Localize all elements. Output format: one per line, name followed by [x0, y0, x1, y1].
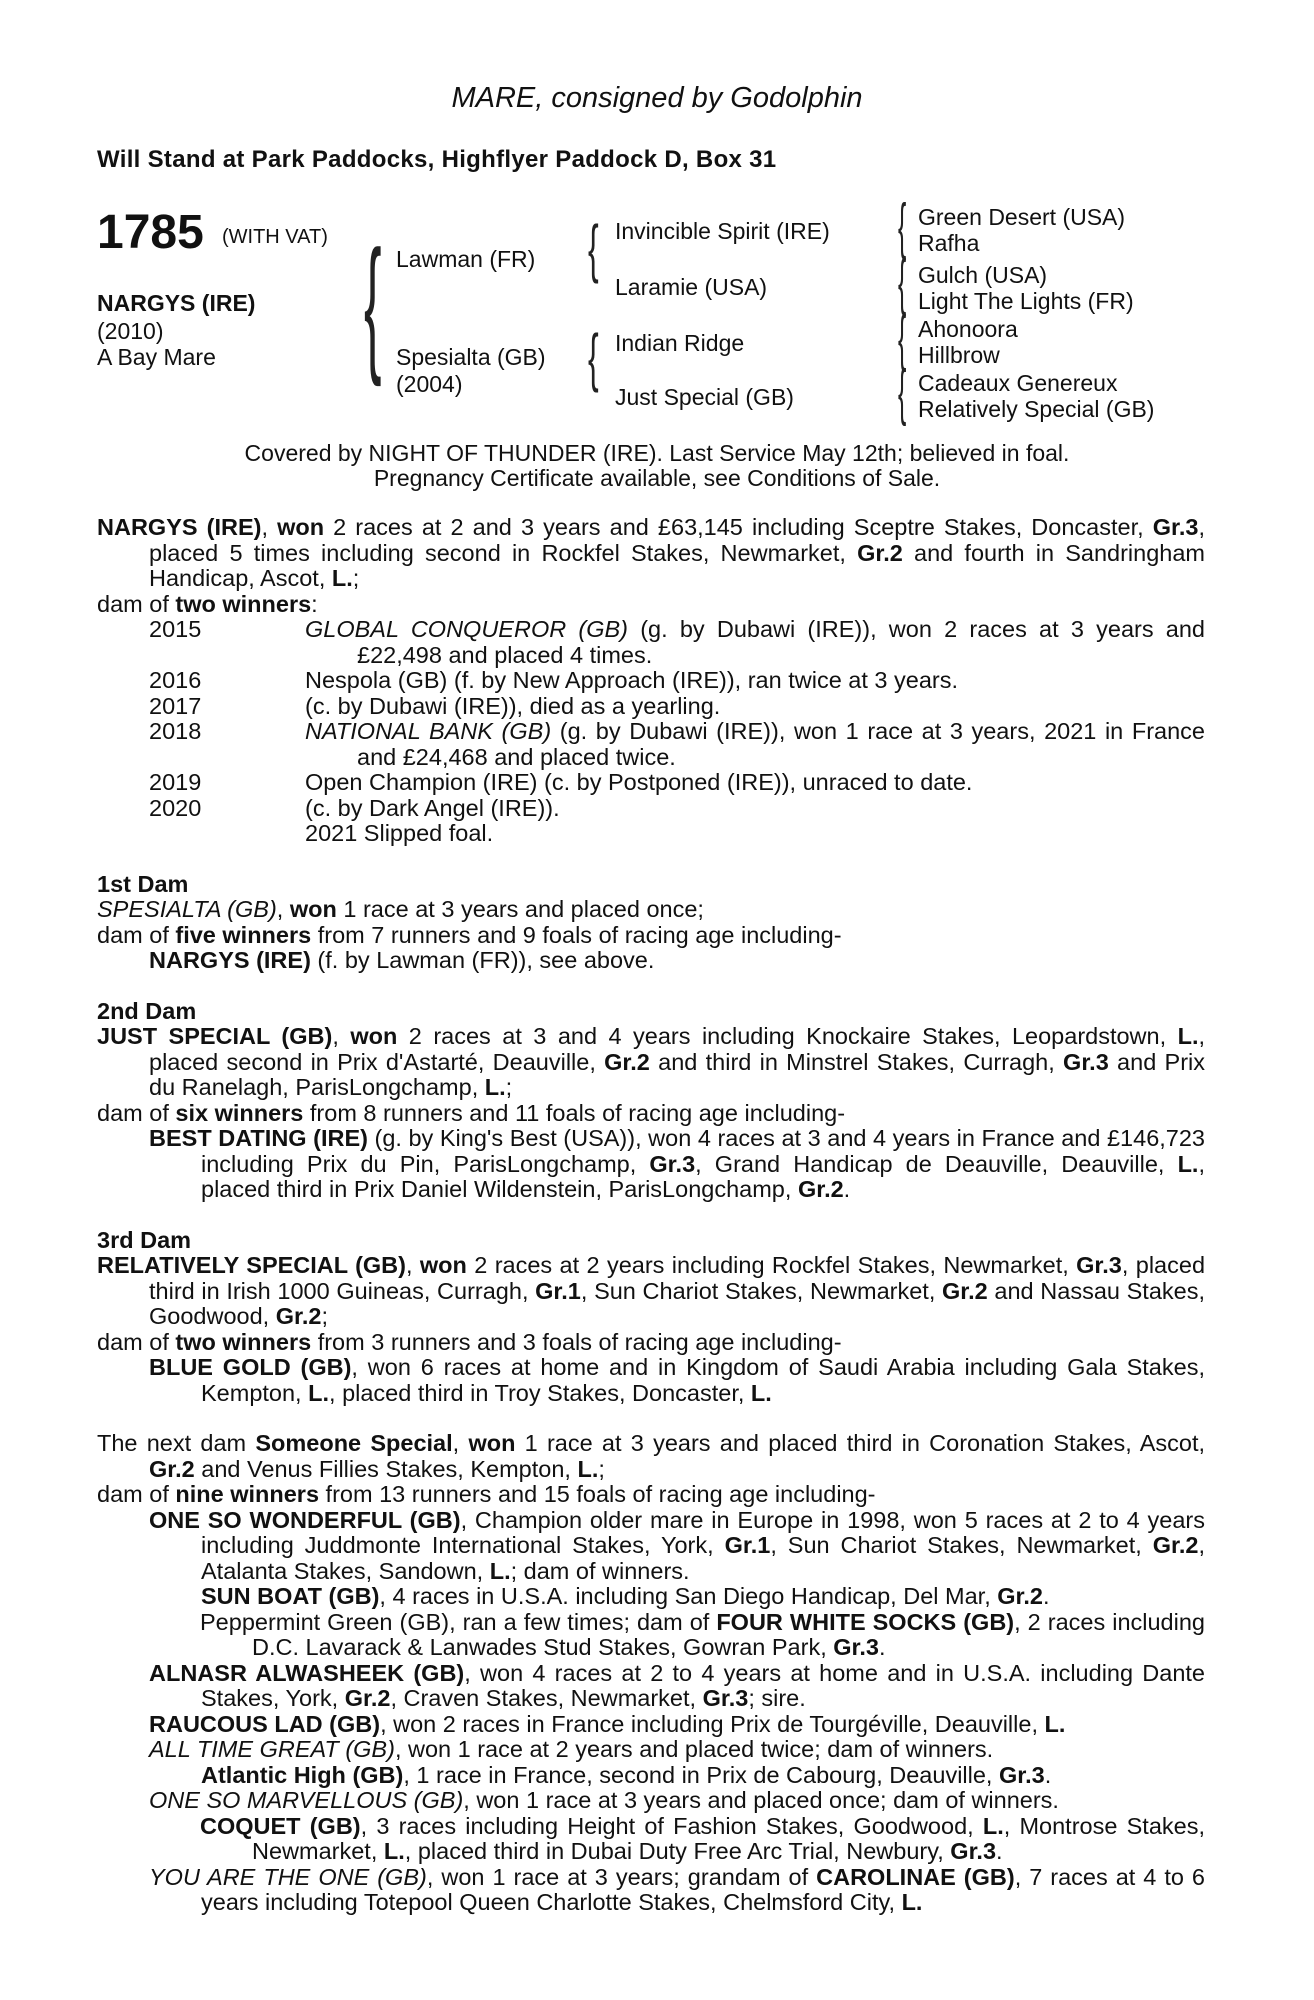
produce-all-time-great: ALL TIME GREAT (GB), won 1 race at 2 years and placed twice; dam of winners. [149, 1736, 994, 1762]
pedigree-brace-sire: { [588, 212, 599, 284]
second-dam-record: JUST SPECIAL (GB), won 2 races at 3 and 4 years including Knockaire Stakes, Leopardstown, L., placed second in Prix d'Astarté, Deauville, Gr.2 and third in Minstrel Stakes, Curragh, Gr.3 and Prix du Ranelagh, ParisLongchamp, L.; [97, 1023, 1206, 1100]
second-dam-heading: 2nd Dam [97, 997, 197, 1024]
produce-record: NARGYS (IRE), won 2 races at 2 and 3 years and £63,145 including Sceptre Stakes, Doncaster, Gr.3, placed 5 times including second in Rockfel Stakes, Newmarket, Gr.2 and fourth in Sandringham Handicap, Ascot, L.; [97, 514, 1205, 591]
foal-row: 2016 Nespola (GB) (f. by New Approach (IRE)), ran twice at 3 years. [149, 667, 959, 693]
produce-one-so-marvellous: ONE SO MARVELLOUS (GB), won 1 race at 3 years and placed once; dam of winners. [149, 1787, 1059, 1813]
pedigree-dam-sire: Indian Ridge [615, 330, 745, 356]
pedigree-dam-year: (2004) [396, 371, 463, 397]
vat-note: (WITH VAT) [222, 226, 328, 248]
produce-raucous-lad: RAUCOUS LAD (GB), won 2 races in France including Prix de Tourgéville, Deauville, L. [149, 1710, 1066, 1737]
foal-row: 2018 NATIONAL BANK (GB) (g. by Dubawi (IRE)), won 1 race at 3 years, 2021 in France and £24,468 and placed twice. [149, 718, 1205, 770]
stand-location: Will Stand at Park Paddocks, Highflyer Paddock D, Box 31 [97, 146, 777, 173]
pedigree-sire-sire: Invincible Spirit (IRE) [615, 218, 830, 244]
pedigree-dam-dam: Just Special (GB) [615, 384, 794, 410]
pedigree-g8: Relatively Special (GB) [918, 396, 1155, 422]
lot-number: 1785 [97, 206, 204, 259]
third-dam-record: RELATIVELY SPECIAL (GB), won 2 races at 2 years including Rockfel Stakes, Newmarket, Gr.3, placed third in Irish 1000 Guineas, Curragh, Gr.1, Sun Chariot Stakes, Newmarket, Gr.2 and Nassau Stakes, Goodwood, Gr.2; [97, 1252, 1206, 1329]
pedigree-brace-g3: { [898, 304, 907, 373]
pedigree-g3: Gulch (USA) [918, 262, 1048, 288]
foal-row: 2015 GLOBAL CONQUEROR (GB) (g. by Dubawi (IRE)), won 2 races at 3 years and £22,498 and placed 4 times. [149, 616, 1205, 668]
pedigree-brace-dam: { [588, 321, 599, 393]
horse-year: (2010) [97, 318, 164, 344]
pedigree-brace-g1: { [898, 192, 907, 261]
first-dam-record: SPESIALTA (GB), won 1 race at 3 years and placed once; [97, 896, 704, 922]
next-dam-produce: dam of nine winners from 13 runners and 15 foals of racing age including- [97, 1481, 876, 1507]
produce-one-so-wonderful: ONE SO WONDERFUL (GB), Champion older mare in Europe in 1998, won 5 races at 2 to 4 years including Juddmonte International Stakes, York, Gr.1, Sun Chariot Stakes, Newmarket, Gr.2, Atalanta Stakes, Sandown, L.; dam of winners. [149, 1506, 1205, 1584]
pedigree-g5: Ahonoora [918, 316, 1018, 342]
produce-you-are-the-one: YOU ARE THE ONE (GB), won 1 race at 3 years; grandam of CAROLINAE (GB), 7 races at 4 to 6 years including Totepool Queen Charlotte Stakes, Chelmsford City, L. [149, 1863, 1205, 1915]
foal-row: 2017 (c. by Dubawi (IRE)), died as a yearling. [149, 692, 721, 719]
third-dam-child: BLUE GOLD (GB), won 6 races at home and in Kingdom of Saudi Arabia including Gala Stakes, Kempton, L., placed third in Troy Stakes, Doncaster, L. [149, 1354, 1205, 1406]
pedigree-g2: Rafha [918, 230, 980, 256]
second-dam-child: BEST DATING (IRE) (g. by King's Best (USA)), won 4 races at 3 and 4 years in France and £146,723 including Prix du Pin, ParisLongchamp, Gr.3, Grand Handicap de Deauville, Deauville, L., placed third in Prix Daniel Wildenstein, ParisLongchamp, Gr.2. [149, 1125, 1205, 1202]
pedigree-brace-main: { [364, 219, 382, 387]
lot-subtitle: MARE, consigned by Godolphin [451, 82, 863, 114]
foal-row: 2020 (c. by Dark Angel (IRE)). [149, 794, 560, 821]
horse-name: NARGYS (IRE) [97, 290, 256, 316]
pedigree-sire-dam: Laramie (USA) [615, 274, 768, 300]
produce-name: NARGYS (IRE) [97, 514, 262, 540]
pedigree-g1: Green Desert (USA) [918, 204, 1126, 230]
pedigree-g4: Light The Lights (FR) [918, 288, 1134, 314]
produce-sun-boat: SUN BOAT (GB), 4 races in U.S.A. including San Diego Handicap, Del Mar, Gr.2. [201, 1583, 1050, 1609]
catalogue-body [97, 515, 1205, 1916]
covering-line-1: Covered by NIGHT OF THUNDER (IRE). Last Service May 12th; believed in foal. [244, 440, 1070, 466]
first-dam-produce: dam of five winners from 7 runners and 9 foals of racing age including- [97, 921, 842, 948]
pedigree-sire: Lawman (FR) [396, 246, 536, 272]
pedigree-brace-g2: { [898, 248, 907, 317]
third-dam-produce: dam of two winners from 3 runners and 3 foals of racing age including- [97, 1328, 842, 1355]
produce-alnasr-alwasheek: ALNASR ALWASHEEK (GB), won 4 races at 2 to 4 years at home and in U.S.A. including Dante Stakes, York, Gr.2, Craven Stakes, Newmarket, Gr.3; sire. [149, 1659, 1205, 1711]
third-dam-heading: 3rd Dam [97, 1226, 192, 1253]
foal-row: 2019 Open Champion (IRE) (c. by Postponed (IRE)), unraced to date. [149, 769, 973, 795]
first-dam-child: NARGYS (IRE) (f. by Lawman (FR)), see above. [149, 947, 655, 973]
next-dam-record: The next dam Someone Special, won 1 race at 3 years and placed third in Coronation Stakes, Ascot, Gr.2 and Venus Fillies Stakes, Kempton, L.; [97, 1430, 1206, 1482]
pedigree-g6: Hillbrow [918, 342, 1000, 368]
first-dam-heading: 1st Dam [97, 870, 189, 897]
pedigree-dam: Spesialta (GB) [396, 344, 546, 370]
pedigree-brace-g4: { [898, 358, 907, 427]
horse-description: A Bay Mare [97, 344, 216, 370]
pedigree-g7: Cadeaux Genereux [918, 370, 1118, 396]
produce-coquet: COQUET (GB), 3 races including Height of Fashion Stakes, Goodwood, L., Montrose Stakes, Newmarket, L., placed third in Dubai Duty Free Arc Trial, Newbury, Gr.3. [200, 1812, 1205, 1864]
foal-row: 2021 Slipped foal. [305, 820, 494, 846]
covering-line-2: Pregnancy Certificate available, see Conditions of Sale. [373, 465, 941, 491]
produce-atlantic-high: Atlantic High (GB), 1 race in France, second in Prix de Cabourg, Deauville, Gr.3. [201, 1761, 1052, 1788]
produce-dam-of: dam of two winners: [97, 590, 318, 617]
second-dam-produce: dam of six winners from 8 runners and 11 foals of racing age including- [97, 1099, 846, 1126]
produce-peppermint-green: Peppermint Green (GB), ran a few times; dam of FOUR WHITE SOCKS (GB), 2 races including D.C. Lavarack & Lanwades Stud Stakes, Gowran Park, Gr.3. [200, 1608, 1205, 1660]
